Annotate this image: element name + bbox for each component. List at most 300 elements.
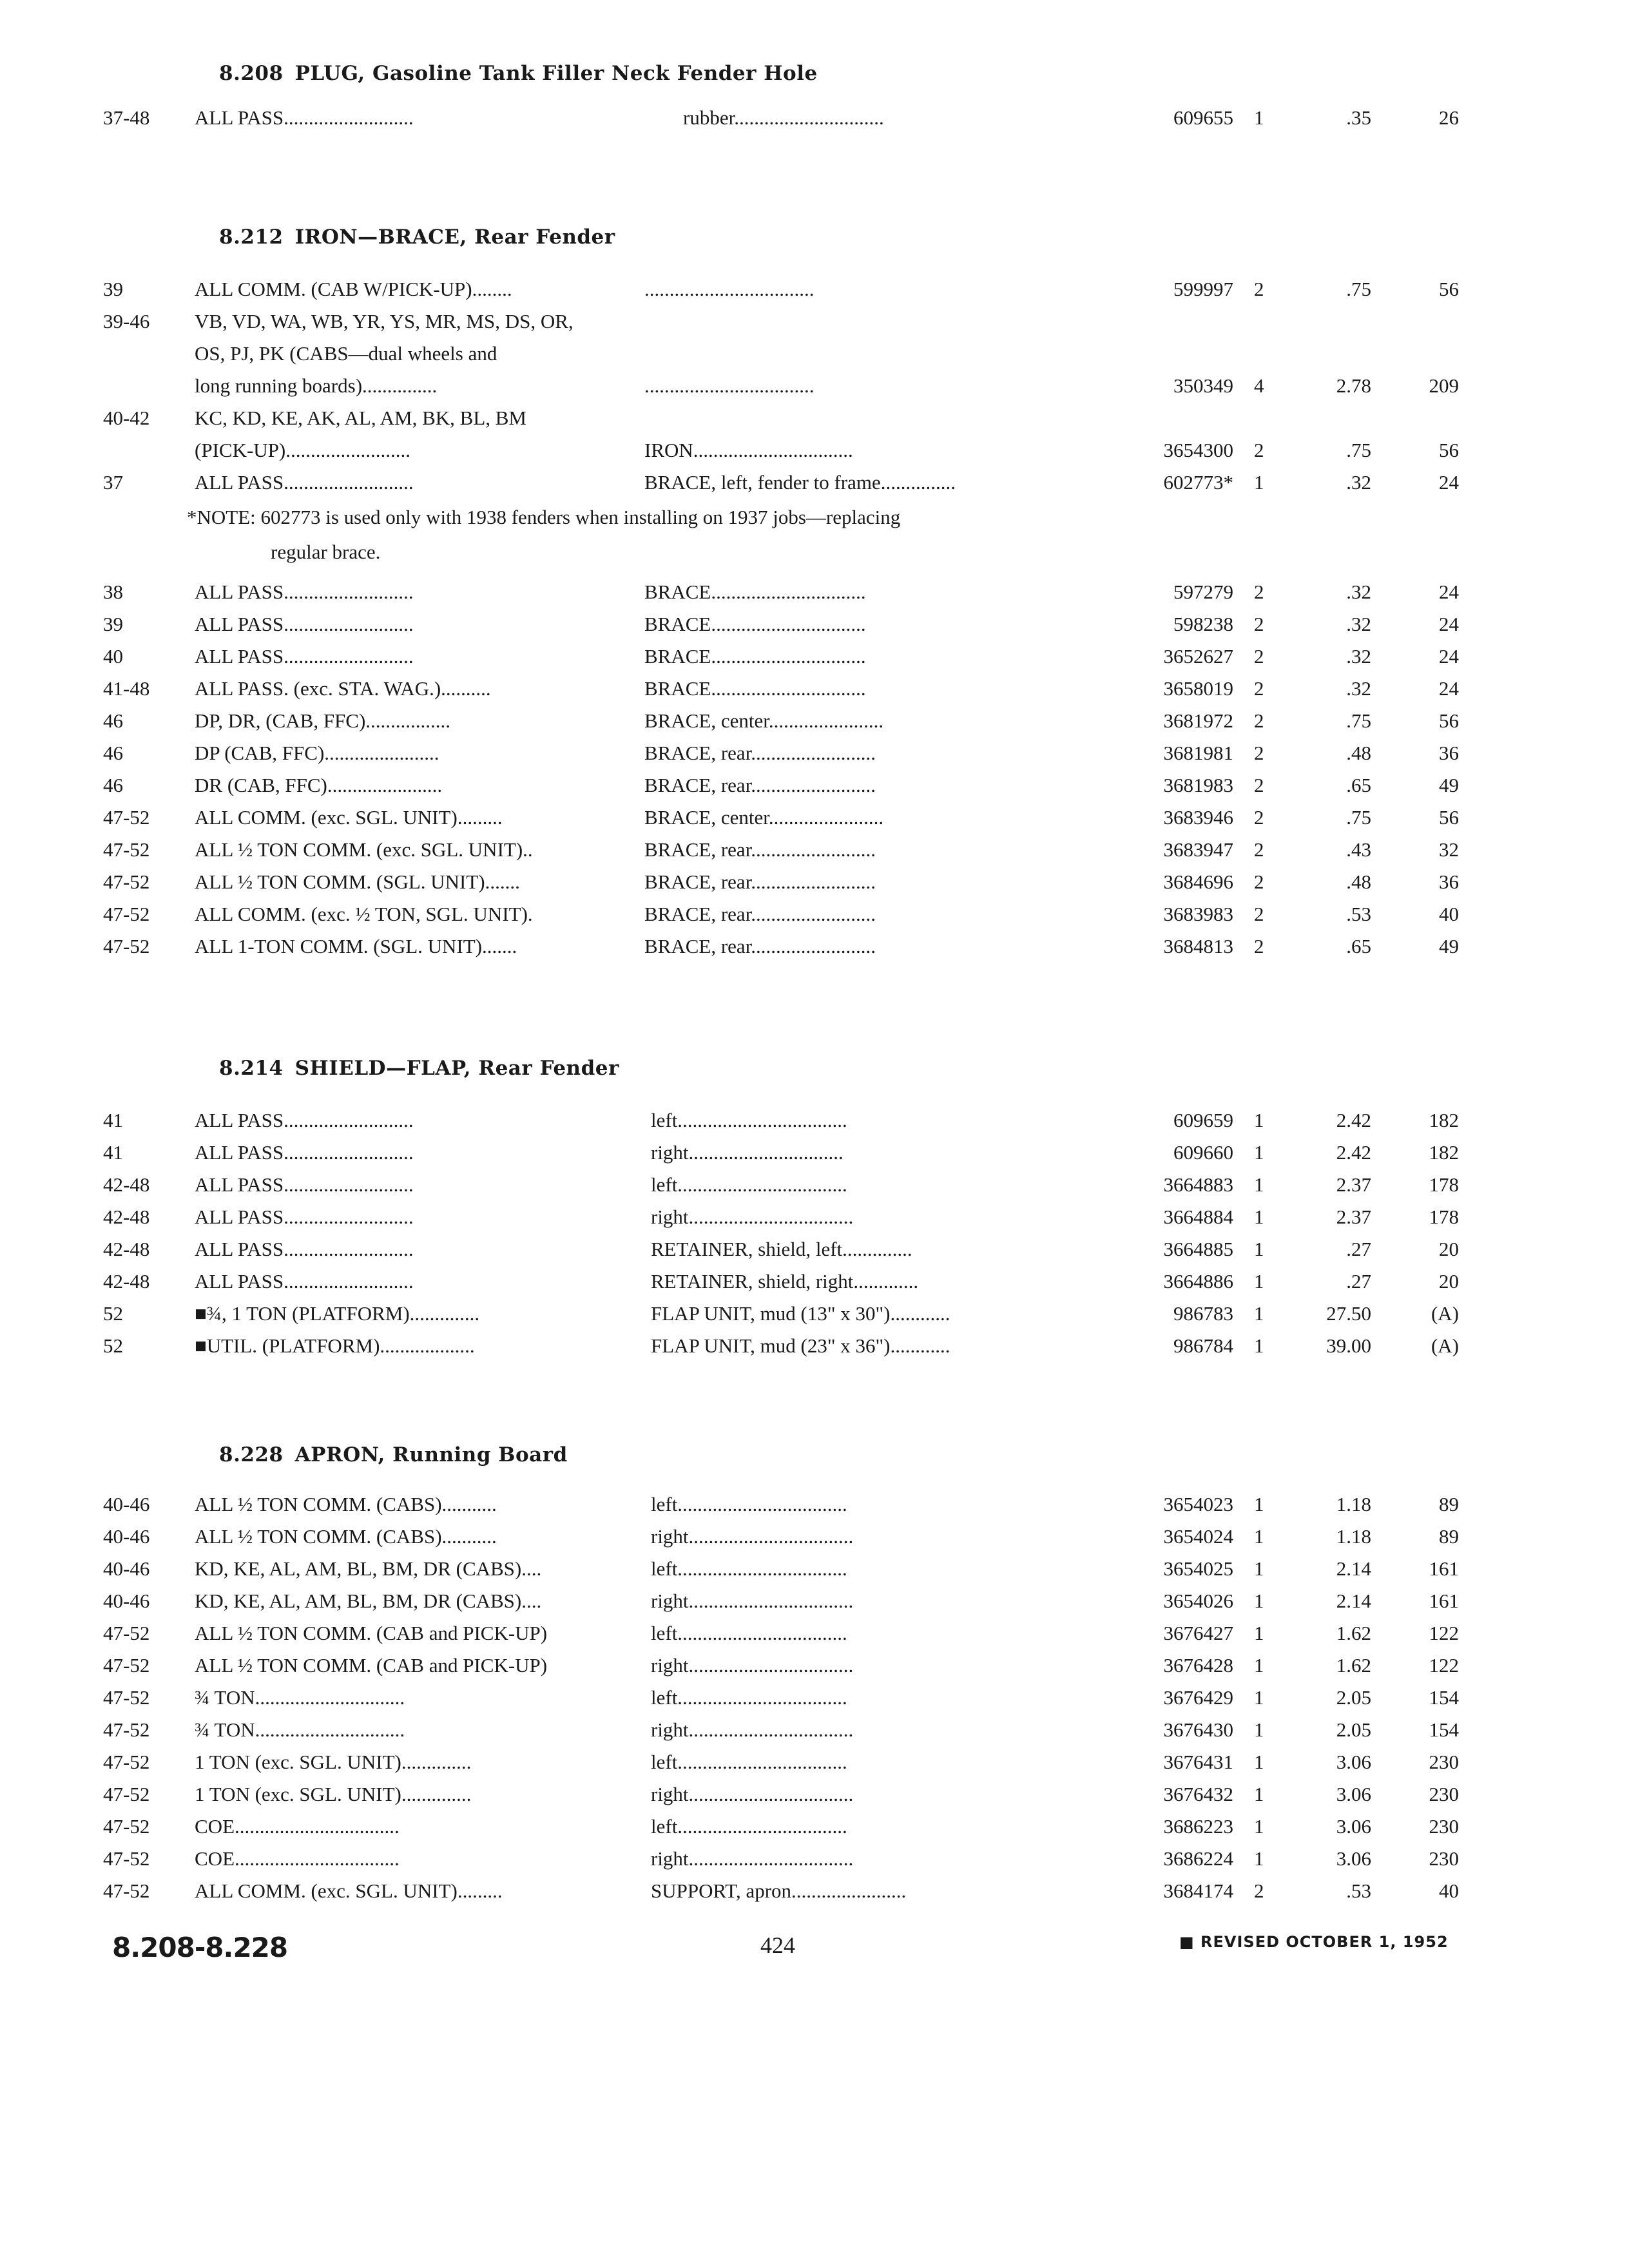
price: 3.06 <box>1336 1847 1371 1870</box>
application: ALL PASS.......................... <box>195 581 414 603</box>
weight: 24 <box>1439 645 1459 668</box>
model-years: 46 <box>103 774 123 796</box>
table-row <box>0 1201 1629 1233</box>
section-number: 8.228 <box>219 1443 284 1466</box>
table-row <box>0 866 1629 898</box>
table-row <box>0 1875 1629 1907</box>
description: left.................................. <box>651 1109 847 1131</box>
weight: 230 <box>1429 1847 1459 1870</box>
application: DP, DR, (CAB, FFC)................. <box>195 709 451 732</box>
description: rubber.............................. <box>683 106 884 129</box>
price: .32 <box>1346 677 1371 700</box>
table-row <box>0 1617 1629 1649</box>
model-years: 47-52 <box>103 1686 150 1709</box>
model-years: 37-48 <box>103 106 150 129</box>
quantity: 1 <box>1254 106 1264 129</box>
application: ALL PASS. (exc. STA. WAG.).......... <box>195 677 491 700</box>
application: ALL PASS.......................... <box>195 1109 414 1131</box>
part-number: 3664886 <box>1163 1270 1233 1293</box>
application: ■UTIL. (PLATFORM)................... <box>195 1334 475 1357</box>
table-row <box>0 1553 1629 1585</box>
description: right................................. <box>651 1590 854 1612</box>
quantity: 1 <box>1254 1686 1264 1709</box>
model-years: 47-52 <box>103 806 150 829</box>
table-row <box>0 1169 1629 1201</box>
application: ALL PASS.......................... <box>195 645 414 668</box>
table-row <box>0 370 1629 402</box>
price: 2.37 <box>1336 1206 1371 1228</box>
weight: (A) <box>1431 1302 1459 1325</box>
quantity: 2 <box>1254 774 1264 796</box>
table-row <box>0 1585 1629 1617</box>
model-years: 40-46 <box>103 1590 150 1612</box>
price: 1.62 <box>1336 1654 1371 1677</box>
description: right................................. <box>651 1206 854 1228</box>
price: 1.62 <box>1336 1622 1371 1644</box>
table-row <box>0 640 1629 673</box>
description: BRACE, rear......................... <box>644 935 876 957</box>
weight: 182 <box>1429 1109 1459 1131</box>
description: BRACE............................... <box>644 613 866 635</box>
price: 2.14 <box>1336 1557 1371 1580</box>
weight: 56 <box>1439 439 1459 461</box>
table-row <box>0 1330 1629 1362</box>
application: ALL COMM. (exc. ½ TON, SGL. UNIT). <box>195 903 533 925</box>
description: .................................. <box>644 278 815 300</box>
part-number: 3676429 <box>1163 1686 1233 1709</box>
price: .43 <box>1346 838 1371 861</box>
quantity: 1 <box>1254 1847 1264 1870</box>
table-row <box>0 102 1629 134</box>
application: ¾ TON.............................. <box>195 1718 405 1741</box>
table-row <box>0 737 1629 769</box>
part-number: 3681983 <box>1163 774 1233 796</box>
price: 2.42 <box>1336 1109 1371 1131</box>
table-row <box>0 576 1629 608</box>
weight: 20 <box>1439 1270 1459 1293</box>
price: 2.05 <box>1336 1686 1371 1709</box>
table-row <box>0 338 1629 370</box>
part-number: 3683947 <box>1163 838 1233 861</box>
table-row <box>0 1649 1629 1682</box>
table-row <box>0 1843 1629 1875</box>
section-name: PLUG, Gasoline Tank Filler Neck Fender Hole <box>294 62 818 85</box>
price: 27.50 <box>1326 1302 1371 1325</box>
application: ALL 1-TON COMM. (SGL. UNIT)....... <box>195 935 517 957</box>
quantity: 1 <box>1254 1815 1264 1838</box>
part-number: 986783 <box>1173 1302 1233 1325</box>
quantity: 4 <box>1254 374 1264 397</box>
model-years: 47-52 <box>103 1783 150 1805</box>
application: ALL ½ TON COMM. (CAB and PICK-UP) <box>195 1622 548 1644</box>
price: .75 <box>1346 439 1371 461</box>
price: .48 <box>1346 742 1371 764</box>
part-number: 3686224 <box>1163 1847 1233 1870</box>
application: 1 TON (exc. SGL. UNIT).............. <box>195 1783 472 1805</box>
application: (PICK-UP)......................... <box>195 439 410 461</box>
application: ALL COMM. (exc. SGL. UNIT)......... <box>195 1879 503 1902</box>
description: BRACE, rear......................... <box>644 870 876 893</box>
description: RETAINER, shield, right............. <box>651 1270 919 1293</box>
model-years: 47-52 <box>103 870 150 893</box>
table-row <box>0 1682 1629 1714</box>
table-row <box>0 1137 1629 1169</box>
part-number: 3664884 <box>1163 1206 1233 1228</box>
part-number: 598238 <box>1173 613 1233 635</box>
quantity: 2 <box>1254 870 1264 893</box>
table-row <box>0 1233 1629 1265</box>
price: .35 <box>1346 106 1371 129</box>
model-years: 37 <box>103 471 123 494</box>
footer-section-range: 8.208-8.228 <box>112 1932 288 1963</box>
quantity: 1 <box>1254 1493 1264 1515</box>
part-number: 3654023 <box>1163 1493 1233 1515</box>
application: ALL ½ TON COMM. (SGL. UNIT)....... <box>195 870 520 893</box>
model-years: 47-52 <box>103 1654 150 1677</box>
price: .27 <box>1346 1270 1371 1293</box>
application: KC, KD, KE, AK, AL, AM, BK, BL, BM <box>195 407 526 429</box>
quantity: 2 <box>1254 677 1264 700</box>
table-row <box>0 802 1629 834</box>
description: SUPPORT, apron....................... <box>651 1879 907 1902</box>
weight: 89 <box>1439 1525 1459 1548</box>
description: BRACE............................... <box>644 677 866 700</box>
quantity: 1 <box>1254 1141 1264 1164</box>
price: .53 <box>1346 903 1371 925</box>
application: ALL PASS.......................... <box>195 106 414 129</box>
table-row <box>0 769 1629 802</box>
model-years: 42-48 <box>103 1206 150 1228</box>
part-number: 3652627 <box>1163 645 1233 668</box>
quantity: 1 <box>1254 1173 1264 1196</box>
price: 2.37 <box>1336 1173 1371 1196</box>
part-number: 350349 <box>1173 374 1233 397</box>
part-number: 3681972 <box>1163 709 1233 732</box>
model-years: 38 <box>103 581 123 603</box>
part-number: 3654024 <box>1163 1525 1233 1548</box>
application: ALL ½ TON COMM. (CABS)........... <box>195 1493 497 1515</box>
weight: 24 <box>1439 581 1459 603</box>
description: left.................................. <box>651 1557 847 1580</box>
weight: 122 <box>1429 1654 1459 1677</box>
page-number: 424 <box>760 1932 795 1958</box>
quantity: 2 <box>1254 838 1264 861</box>
description: left.................................. <box>651 1751 847 1773</box>
model-years: 47-52 <box>103 838 150 861</box>
description: BRACE, center....................... <box>644 806 884 829</box>
part-number: 3654025 <box>1163 1557 1233 1580</box>
description: left.................................. <box>651 1493 847 1515</box>
part-number: 3684813 <box>1163 935 1233 957</box>
application: ALL ½ TON COMM. (CAB and PICK-UP) <box>195 1654 548 1677</box>
application: ALL PASS.......................... <box>195 1173 414 1196</box>
description: right............................... <box>651 1141 843 1164</box>
application: ALL COMM. (exc. SGL. UNIT)......... <box>195 806 503 829</box>
part-number: 3654300 <box>1163 439 1233 461</box>
model-years: 52 <box>103 1302 123 1325</box>
table-row <box>0 1488 1629 1521</box>
weight: 24 <box>1439 613 1459 635</box>
quantity: 1 <box>1254 1270 1264 1293</box>
description: right................................. <box>651 1847 854 1870</box>
section-title <box>219 62 818 85</box>
price: .27 <box>1346 1238 1371 1260</box>
quantity: 1 <box>1254 1557 1264 1580</box>
quantity: 1 <box>1254 1238 1264 1260</box>
application: ALL PASS.......................... <box>195 1270 414 1293</box>
price: 2.14 <box>1336 1590 1371 1612</box>
price: .75 <box>1346 806 1371 829</box>
price: 3.06 <box>1336 1783 1371 1805</box>
quantity: 1 <box>1254 1590 1264 1612</box>
footnote-line: regular brace. <box>271 541 381 563</box>
part-number: 3664883 <box>1163 1173 1233 1196</box>
weight: 40 <box>1439 903 1459 925</box>
quantity: 2 <box>1254 709 1264 732</box>
table-row <box>0 834 1629 866</box>
price: 39.00 <box>1326 1334 1371 1357</box>
application: DR (CAB, FFC)....................... <box>195 774 443 796</box>
model-years: 40-42 <box>103 407 150 429</box>
price: .32 <box>1346 471 1371 494</box>
description: left.................................. <box>651 1815 847 1838</box>
part-number: 3658019 <box>1163 677 1233 700</box>
quantity: 2 <box>1254 903 1264 925</box>
table-row <box>0 305 1629 338</box>
weight: 20 <box>1439 1238 1459 1260</box>
description: .................................. <box>644 374 815 397</box>
weight: 230 <box>1429 1751 1459 1773</box>
application: long running boards)............... <box>195 374 438 397</box>
description: BRACE, rear......................... <box>644 903 876 925</box>
application: DP (CAB, FFC)....................... <box>195 742 439 764</box>
price: 2.05 <box>1336 1718 1371 1741</box>
section-title <box>219 1057 619 1080</box>
price: 2.78 <box>1336 374 1371 397</box>
weight: 230 <box>1429 1783 1459 1805</box>
weight: 49 <box>1439 774 1459 796</box>
application: OS, PJ, PK (CABS—dual wheels and <box>195 342 497 365</box>
table-row <box>0 898 1629 930</box>
quantity: 1 <box>1254 1751 1264 1773</box>
quantity: 2 <box>1254 806 1264 829</box>
table-row <box>0 930 1629 963</box>
footnote-line: *NOTE: 602773 is used only with 1938 fenders when installing on 1937 jobs—replacing <box>187 506 901 528</box>
quantity: 1 <box>1254 1783 1264 1805</box>
quantity: 1 <box>1254 1334 1264 1357</box>
model-years: 47-52 <box>103 1718 150 1741</box>
part-number: 3676427 <box>1163 1622 1233 1644</box>
model-years: 39 <box>103 278 123 300</box>
price: .65 <box>1346 935 1371 957</box>
weight: 56 <box>1439 806 1459 829</box>
part-number: 3681981 <box>1163 742 1233 764</box>
table-row <box>0 1265 1629 1298</box>
part-number: 609660 <box>1173 1141 1233 1164</box>
weight: 209 <box>1429 374 1459 397</box>
weight: 32 <box>1439 838 1459 861</box>
part-number: 609659 <box>1173 1109 1233 1131</box>
weight: 26 <box>1439 106 1459 129</box>
part-number: 597279 <box>1173 581 1233 603</box>
quantity: 1 <box>1254 1525 1264 1548</box>
table-row <box>0 402 1629 434</box>
quantity: 2 <box>1254 645 1264 668</box>
quantity: 1 <box>1254 1654 1264 1677</box>
price: 3.06 <box>1336 1815 1371 1838</box>
model-years: 41 <box>103 1141 123 1164</box>
application: ALL ½ TON COMM. (CABS)........... <box>195 1525 497 1548</box>
weight: 154 <box>1429 1686 1459 1709</box>
section-name: IRON—BRACE, Rear Fender <box>294 226 615 249</box>
table-row <box>0 705 1629 737</box>
model-years: 41 <box>103 1109 123 1131</box>
model-years: 47-52 <box>103 1815 150 1838</box>
weight: 122 <box>1429 1622 1459 1644</box>
part-number: 986784 <box>1173 1334 1233 1357</box>
description: BRACE............................... <box>644 645 866 668</box>
description: left.................................. <box>651 1686 847 1709</box>
application: ALL PASS.......................... <box>195 471 414 494</box>
model-years: 47-52 <box>103 1751 150 1773</box>
weight: 56 <box>1439 709 1459 732</box>
description: FLAP UNIT, mud (13" x 30")............ <box>651 1302 950 1325</box>
description: BRACE, rear......................... <box>644 774 876 796</box>
part-number: 3664885 <box>1163 1238 1233 1260</box>
price: 2.42 <box>1336 1141 1371 1164</box>
weight: 49 <box>1439 935 1459 957</box>
quantity: 1 <box>1254 471 1264 494</box>
quantity: 1 <box>1254 1302 1264 1325</box>
application: ALL PASS.......................... <box>195 1206 414 1228</box>
part-number: 3684696 <box>1163 870 1233 893</box>
application: ALL PASS.......................... <box>195 1141 414 1164</box>
price: 3.06 <box>1336 1751 1371 1773</box>
weight: 24 <box>1439 677 1459 700</box>
description: BRACE, center....................... <box>644 709 884 732</box>
part-number: 3686223 <box>1163 1815 1233 1838</box>
price: .32 <box>1346 581 1371 603</box>
weight: 36 <box>1439 742 1459 764</box>
description: RETAINER, shield, left.............. <box>651 1238 912 1260</box>
part-number: 602773* <box>1163 471 1233 494</box>
quantity: 2 <box>1254 439 1264 461</box>
description: BRACE............................... <box>644 581 866 603</box>
part-number: 3676431 <box>1163 1751 1233 1773</box>
price: .75 <box>1346 709 1371 732</box>
table-row <box>0 1746 1629 1778</box>
quantity: 2 <box>1254 278 1264 300</box>
part-number: 599997 <box>1173 278 1233 300</box>
weight: 178 <box>1429 1173 1459 1196</box>
price: 1.18 <box>1336 1525 1371 1548</box>
model-years: 41-48 <box>103 677 150 700</box>
footnote <box>187 500 1121 570</box>
section-number: 8.212 <box>219 226 284 249</box>
model-years: 47-52 <box>103 1879 150 1902</box>
application: COE................................. <box>195 1815 400 1838</box>
application: KD, KE, AL, AM, BL, BM, DR (CABS).... <box>195 1590 542 1612</box>
part-number: 3676428 <box>1163 1654 1233 1677</box>
table-row <box>0 466 1629 499</box>
weight: 89 <box>1439 1493 1459 1515</box>
section-number: 8.214 <box>219 1057 284 1080</box>
section-title <box>219 226 615 249</box>
description: IRON................................ <box>644 439 853 461</box>
description: BRACE, rear......................... <box>644 838 876 861</box>
weight: 24 <box>1439 471 1459 494</box>
part-number: 609655 <box>1173 106 1233 129</box>
price: .32 <box>1346 613 1371 635</box>
weight: 154 <box>1429 1718 1459 1741</box>
model-years: 46 <box>103 742 123 764</box>
weight: 40 <box>1439 1879 1459 1902</box>
quantity: 1 <box>1254 1622 1264 1644</box>
model-years: 46 <box>103 709 123 732</box>
description: left.................................. <box>651 1622 847 1644</box>
part-number: 3654026 <box>1163 1590 1233 1612</box>
model-years: 42-48 <box>103 1173 150 1196</box>
quantity: 2 <box>1254 581 1264 603</box>
table-row <box>0 273 1629 305</box>
part-number: 3683946 <box>1163 806 1233 829</box>
price: 1.18 <box>1336 1493 1371 1515</box>
weight: 36 <box>1439 870 1459 893</box>
model-years: 39 <box>103 613 123 635</box>
model-years: 40 <box>103 645 123 668</box>
price: .48 <box>1346 870 1371 893</box>
weight: 178 <box>1429 1206 1459 1228</box>
quantity: 2 <box>1254 1879 1264 1902</box>
application: KD, KE, AL, AM, BL, BM, DR (CABS).... <box>195 1557 542 1580</box>
section-name: APRON, Running Board <box>294 1443 568 1466</box>
section-title <box>219 1443 568 1466</box>
price: .53 <box>1346 1879 1371 1902</box>
description: right................................. <box>651 1783 854 1805</box>
quantity: 1 <box>1254 1206 1264 1228</box>
weight: 161 <box>1429 1590 1459 1612</box>
model-years: 52 <box>103 1334 123 1357</box>
table-row <box>0 1778 1629 1811</box>
model-years: 39-46 <box>103 310 150 332</box>
weight: 182 <box>1429 1141 1459 1164</box>
description: left.................................. <box>651 1173 847 1196</box>
table-row <box>0 1811 1629 1843</box>
description: right................................. <box>651 1525 854 1548</box>
description: BRACE, left, fender to frame............... <box>644 471 956 494</box>
table-row <box>0 1521 1629 1553</box>
application: ALL PASS.......................... <box>195 1238 414 1260</box>
model-years: 42-48 <box>103 1270 150 1293</box>
application: ■¾, 1 TON (PLATFORM).............. <box>195 1302 480 1325</box>
price: .65 <box>1346 774 1371 796</box>
part-number: 3676430 <box>1163 1718 1233 1741</box>
price: .32 <box>1346 645 1371 668</box>
application: ALL COMM. (CAB W/PICK-UP)........ <box>195 278 512 300</box>
table-row <box>0 1104 1629 1137</box>
quantity: 1 <box>1254 1109 1264 1131</box>
section-number: 8.208 <box>219 62 284 85</box>
application: ALL ½ TON COMM. (exc. SGL. UNIT).. <box>195 838 533 861</box>
model-years: 40-46 <box>103 1557 150 1580</box>
price: .75 <box>1346 278 1371 300</box>
quantity: 1 <box>1254 1718 1264 1741</box>
description: BRACE, rear......................... <box>644 742 876 764</box>
revision-date: ■ REVISED OCTOBER 1, 1952 <box>1179 1933 1449 1951</box>
description: right................................. <box>651 1718 854 1741</box>
quantity: 2 <box>1254 742 1264 764</box>
application: COE................................. <box>195 1847 400 1870</box>
